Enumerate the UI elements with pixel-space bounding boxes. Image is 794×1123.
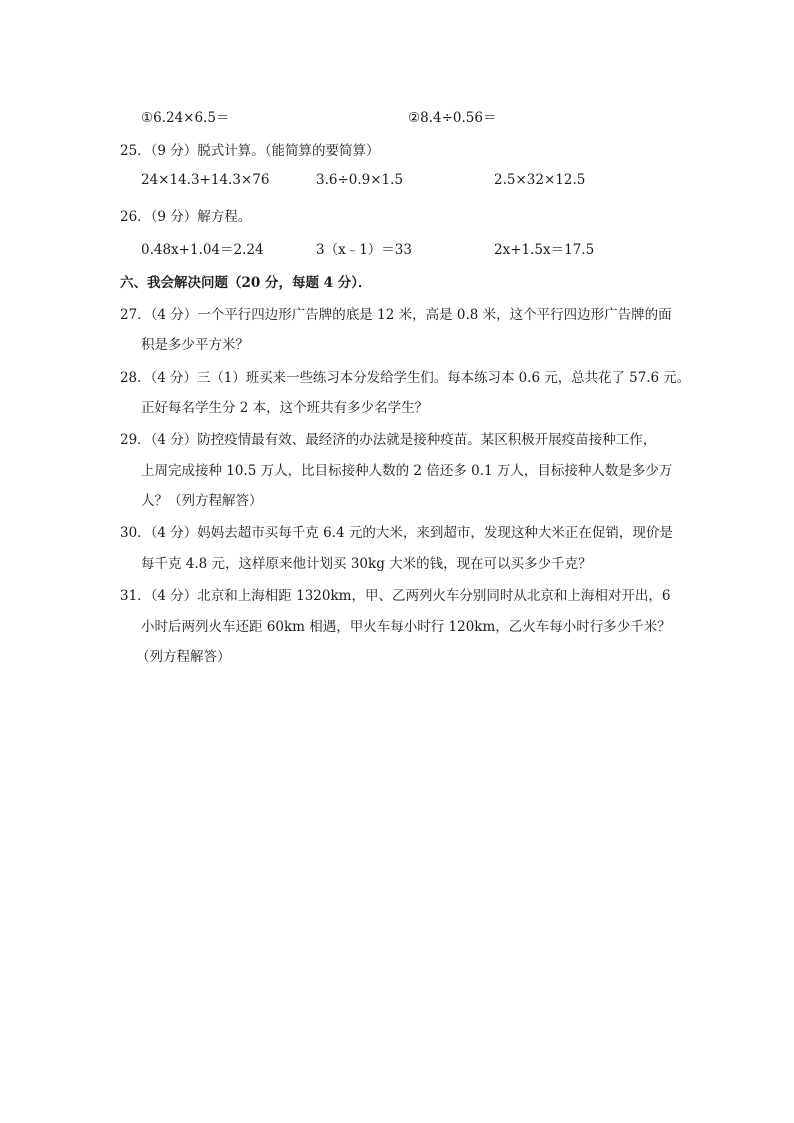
q25-item-2: 3.6÷0.9×1.5 bbox=[316, 172, 404, 188]
q25-item-3: 2.5×32×12.5 bbox=[494, 172, 586, 188]
q27-line-1: 27．（4 分）一个平行四边形广告牌的底是 12 米，高是 0.8 米，这个平行四边形广告牌的面 bbox=[120, 307, 672, 323]
q24-item-2: ②8.4÷0.56＝ bbox=[408, 110, 497, 126]
q26-item-1: 0.48x+1.04＝2.24 bbox=[141, 242, 264, 258]
q31-line-3: （列方程解答） bbox=[136, 649, 231, 665]
q26-item-2: 3（x﹣1）＝33 bbox=[316, 242, 412, 258]
q25-title: 25．（9 分）脱式计算。（能简算的要简算） bbox=[120, 143, 380, 159]
q29-line-2: 上周完成接种 10.5 万人，比目标接种人数的 2 倍还多 0.1 万人，目标接种人数是多少万 bbox=[141, 463, 673, 479]
q26-item-3: 2x+1.5x＝17.5 bbox=[494, 242, 595, 258]
q28-line-2: 正好每名学生分 2 本，这个班共有多少名学生？ bbox=[141, 400, 429, 416]
q24-item-1: ①6.24×6.5＝ bbox=[141, 110, 230, 126]
q26-title: 26．（9 分）解方程。 bbox=[120, 209, 252, 225]
q25-item-1: 24×14.3+14.3×76 bbox=[141, 172, 270, 188]
q27-line-2: 积是多少平方米？ bbox=[141, 337, 249, 353]
q31-line-2: 小时后两列火车还距 60km 相遇，甲火车每小时行 120km，乙火车每小时行多少千米？ bbox=[141, 619, 671, 635]
q30-line-1: 30．（4 分）妈妈去超市买每千克 6.4 元的大米，来到超市，发现这种大米正在促销，现价是 bbox=[120, 525, 673, 541]
q29-line-3: 人？（列方程解答） bbox=[141, 493, 263, 509]
section-6-heading: 六、我会解决问题（20 分，每题 4 分）． bbox=[120, 275, 372, 291]
q30-line-2: 每千克 4.8 元，这样原来他计划买 30kg 大米的钱，现在可以买多少千克？ bbox=[141, 556, 592, 572]
q29-line-1: 29．（4 分）防控疫情最有效、最经济的办法就是接种疫苗。某区积极开展疫苗接种工作， bbox=[120, 432, 657, 448]
q28-line-1: 28．（4 分）三（1）班买来一些练习本分发给学生们。每本练习本 0.6 元，总共花了 57.6 元。 bbox=[120, 370, 691, 386]
q31-line-1: 31．（4 分）北京和上海相距 1320km，甲、乙两列火车分别同时从北京和上海相对开出，6 bbox=[120, 588, 671, 604]
